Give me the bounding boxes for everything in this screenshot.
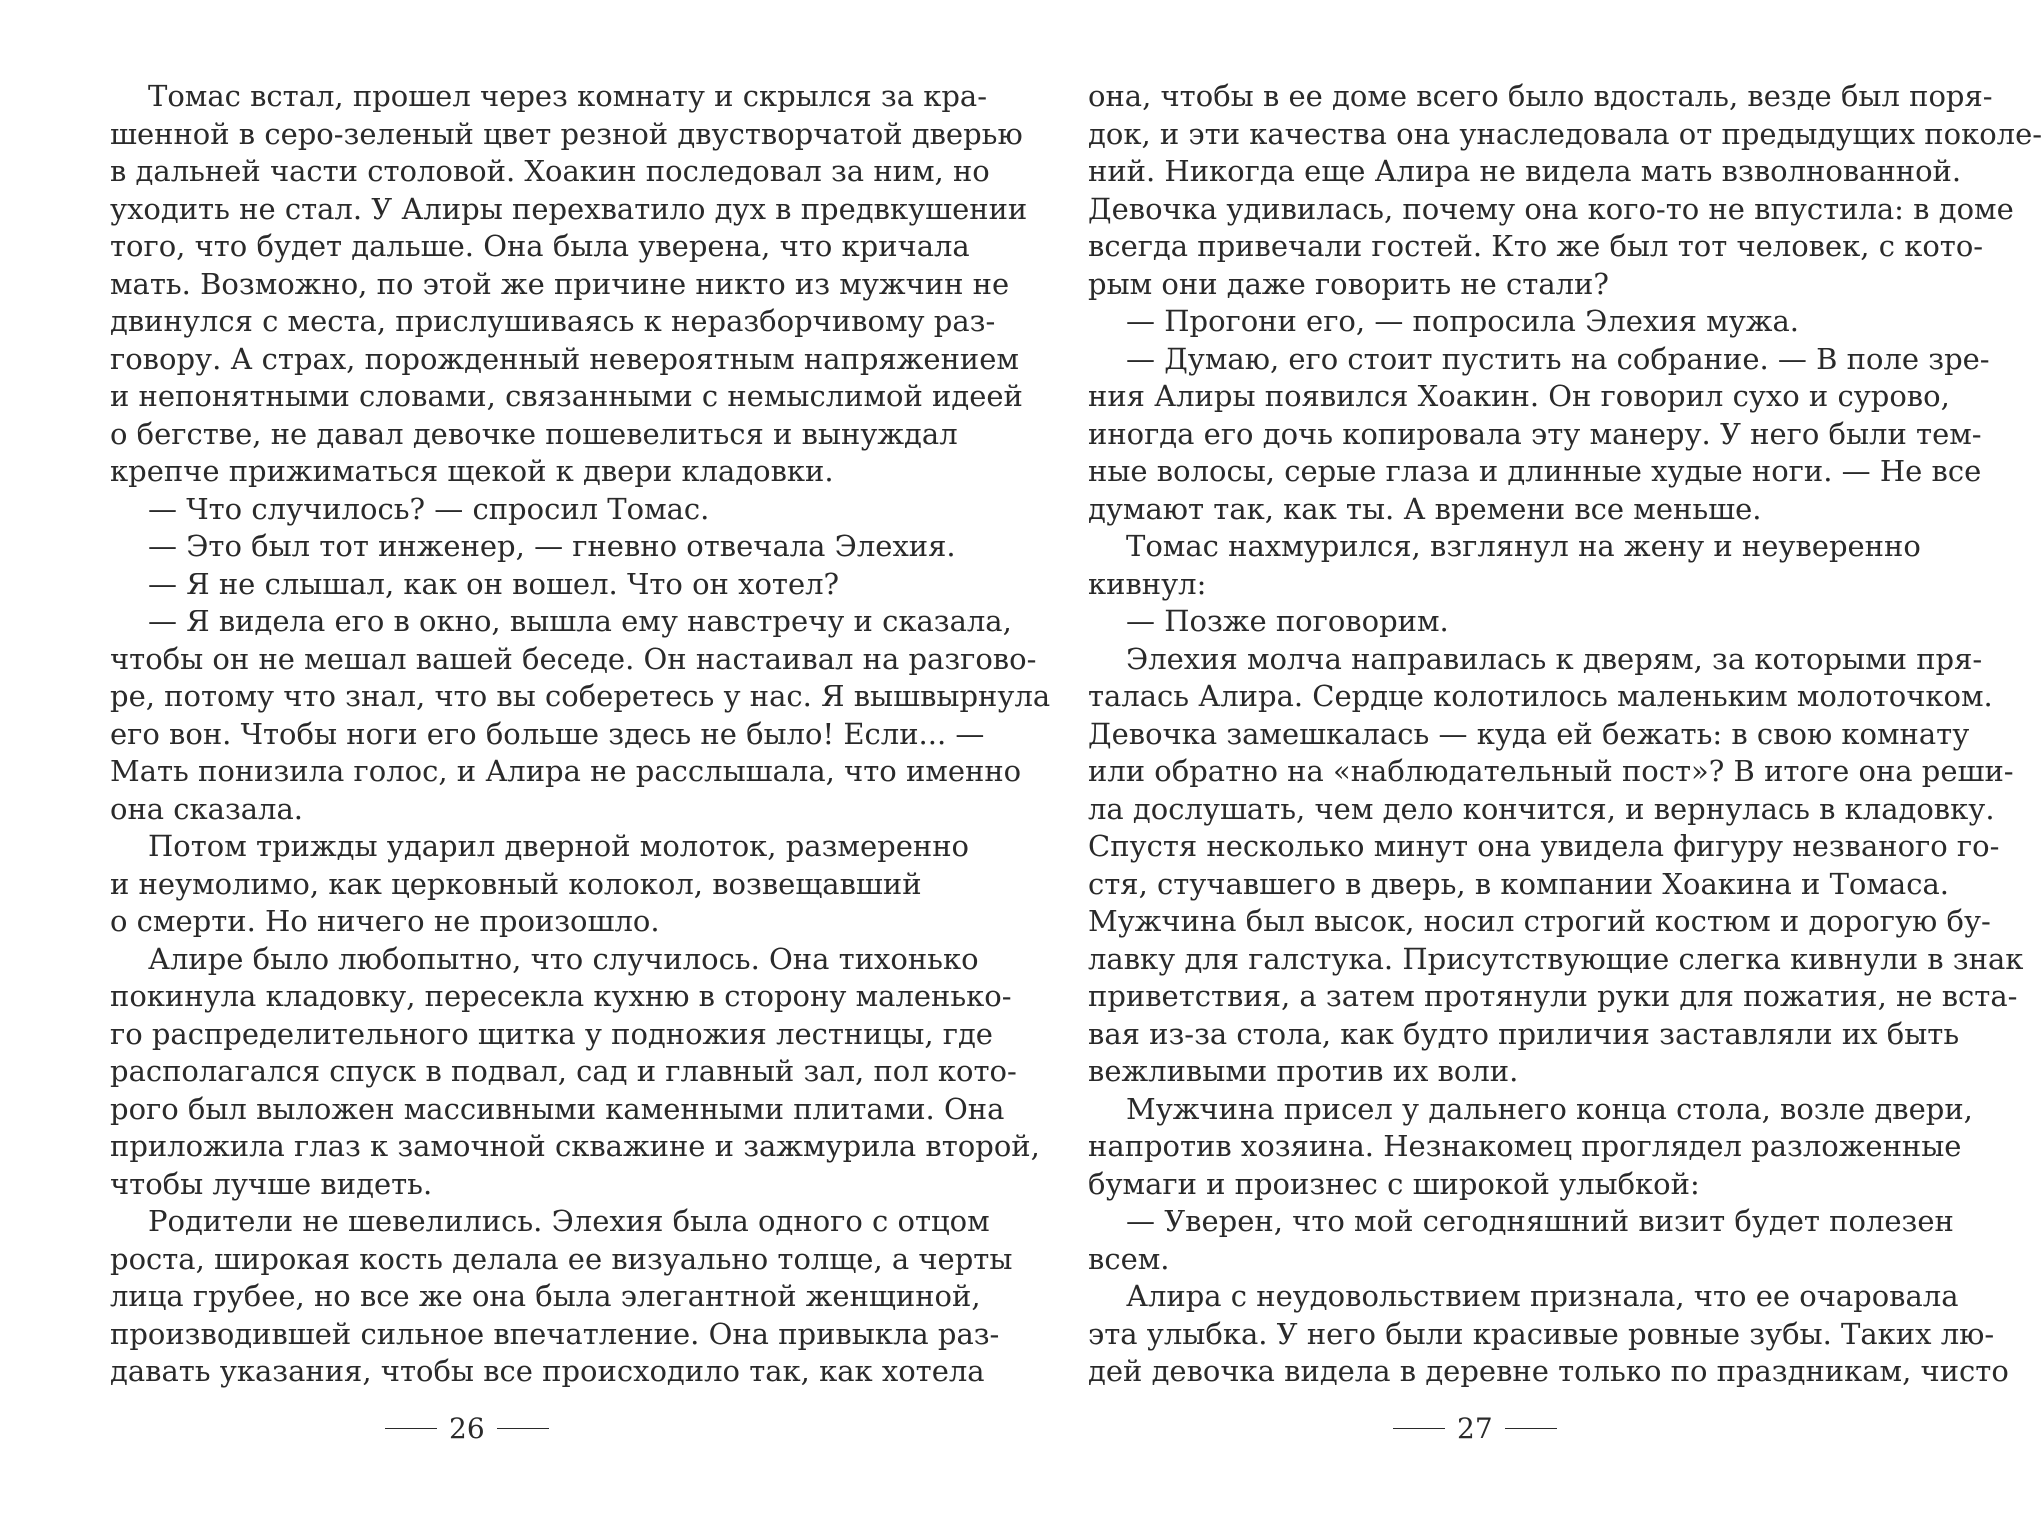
text-line: всем. bbox=[1088, 1241, 1170, 1276]
text-line: шенной в серо-зеленый цвет резной двустворчатой дверью bbox=[110, 116, 1023, 151]
text-line: в дальней части столовой. Хоакин последовал за ним, но bbox=[110, 154, 990, 188]
text-line: лавку для галстука. Присутствующие слегка кивнули в знак bbox=[1088, 941, 2024, 976]
text-line: эта улыбка. У него были красивые ровные зубы. Таких лю- bbox=[1088, 1316, 1995, 1351]
text-line: стя, стучавшего в дверь, в компании Хоакина и Томаса. bbox=[1088, 866, 1949, 901]
text-line: вая из-за стола, как будто приличия заставляли их быть bbox=[1088, 1016, 1960, 1051]
text-line: ний. Никогда еще Алира не видела мать взволнованной. bbox=[1088, 154, 1962, 188]
text-line: Алире было любопытно, что случилось. Она тихонько bbox=[148, 941, 979, 976]
text-line: уходить не стал. У Алиры перехватило дух в предвкушении bbox=[110, 191, 1028, 226]
text-line: давать указания, чтобы все происходило так, как хотела bbox=[110, 1354, 985, 1388]
text-line: — Я видела его в окно, вышла ему навстречу и сказала, bbox=[148, 604, 1012, 638]
page-number-text: 26 bbox=[449, 1411, 485, 1445]
left-page bbox=[110, 78, 1051, 1391]
folio-rule-left bbox=[1393, 1428, 1445, 1429]
text-line: его вон. Чтобы ноги его больше здесь не было! Если... — bbox=[110, 716, 985, 751]
text-line: док, и эти качества она унаследовала от предыдущих поколе- bbox=[1088, 116, 2042, 151]
text-line: Родители не шевелились. Элехия была одного с отцом bbox=[148, 1204, 990, 1238]
text-line: рого был выложен массивными каменными плитами. Она bbox=[110, 1091, 1005, 1126]
text-line: — Уверен, что мой сегодняшний визит будет полезен bbox=[1126, 1204, 1954, 1238]
text-line: — Прогони его, — попросила Элехия мужа. bbox=[1126, 304, 1799, 338]
text-line: о смерти. Но ничего не произошло. bbox=[110, 904, 660, 938]
page-number-text: 27 bbox=[1457, 1411, 1493, 1445]
text-line: Алира с неудовольствием признала, что ее очаровала bbox=[1126, 1279, 1959, 1313]
text-line: располагался спуск в подвал, сад и главный зал, пол кото- bbox=[110, 1054, 1017, 1088]
text-line: двинулся с места, прислушиваясь к неразборчивому раз- bbox=[110, 304, 996, 338]
text-line: крепче прижиматься щекой к двери кладовки. bbox=[110, 454, 834, 488]
text-line: вежливыми против их воли. bbox=[1088, 1054, 1519, 1088]
text-line: чтобы лучше видеть. bbox=[110, 1166, 433, 1201]
text-line: — Что случилось? — спросил Томас. bbox=[148, 491, 710, 526]
text-line: Томас нахмурился, взглянул на жену и неуверенно bbox=[1126, 529, 1921, 563]
text-line: рым они даже говорить не стали? bbox=[1088, 266, 1609, 301]
folio-rule-right bbox=[1505, 1428, 1557, 1429]
text-line: мать. Возможно, по этой же причине никто из мужчин не bbox=[110, 266, 1010, 301]
text-line: талась Алира. Сердце колотилось маленьким молоточком. bbox=[1088, 679, 1993, 713]
text-line: Элехия молча направилась к дверям, за которыми пря- bbox=[1126, 641, 1983, 676]
text-line: ния Алиры появился Хоакин. Он говорил сухо и сурово, bbox=[1088, 379, 1950, 413]
text-line: она, чтобы в ее доме всего было вдосталь, везде был поря- bbox=[1088, 79, 1993, 113]
text-line: производившей сильное впечатление. Она привыкла раз- bbox=[110, 1316, 1000, 1351]
text-line: кивнул: bbox=[1088, 566, 1207, 601]
text-line: и непонятными словами, связанными с немыслимой идеей bbox=[110, 379, 1023, 413]
text-line: ре, потому что знал, что вы соберетесь у нас. Я вышвырнула bbox=[110, 679, 1051, 713]
text-line: роста, широкая кость делала ее визуально толще, а черты bbox=[110, 1241, 1013, 1276]
text-line: или обратно на «наблюдательный пост»? В итоге она реши- bbox=[1088, 754, 2014, 788]
text-line: говору. А страх, порожденный невероятным напряжением bbox=[110, 341, 1019, 376]
right-page bbox=[1088, 78, 2042, 1391]
text-line: о бегстве, не давал девочке пошевелиться и вынуждал bbox=[110, 416, 958, 451]
text-line: Мужчина присел у дальнего конца стола, возле двери, bbox=[1126, 1091, 1973, 1126]
text-line: Томас встал, прошел через комнату и скрылся за кра- bbox=[148, 79, 988, 113]
text-line: Девочка замешкалась — куда ей бежать: в свою комнату bbox=[1088, 716, 1970, 751]
text-line: Мать понизила голос, и Алира не расслышала, что именно bbox=[110, 754, 1022, 788]
text-line: — Я не слышал, как он вошел. Что он хотел? bbox=[148, 566, 840, 601]
text-line: иногда его дочь копировала эту манеру. У него были тем- bbox=[1088, 416, 1982, 451]
text-line: ла дослушать, чем дело кончится, и вернулась в кладовку. bbox=[1088, 791, 1995, 826]
text-line: дей девочка видела в деревне только по праздникам, чисто bbox=[1088, 1354, 2009, 1388]
text-line: приветствия, а затем протянули руки для пожатия, не вста- bbox=[1088, 979, 2018, 1013]
text-line: Девочка удивилась, почему она кого-то не впустила: в доме bbox=[1088, 191, 2014, 226]
text-line: лица грубее, но все же она была элегантной женщиной, bbox=[110, 1279, 981, 1313]
text-line: Мужчина был высок, носил строгий костюм и дорогую бу- bbox=[1088, 904, 1991, 938]
text-line: Потом трижды ударил дверной молоток, размеренно bbox=[148, 829, 969, 863]
text-line: и неумолимо, как церковный колокол, возвещавший bbox=[110, 866, 922, 901]
text-line: чтобы он не мешал вашей беседе. Он настаивал на разгово- bbox=[110, 641, 1037, 676]
text-line: Спустя несколько минут она увидела фигуру незваного го- bbox=[1088, 829, 2000, 863]
text-line: — Это был тот инженер, — гневно отвечала Элехия. bbox=[148, 529, 956, 563]
folio-rule-left bbox=[385, 1428, 437, 1429]
text-line: ные волосы, серые глаза и длинные худые ноги. — Не все bbox=[1088, 454, 1982, 488]
text-line: — Думаю, его стоит пустить на собрание. — В поле зре- bbox=[1126, 341, 1990, 376]
text-line: — Позже поговорим. bbox=[1126, 604, 1449, 638]
text-line: бумаги и произнес с широкой улыбкой: bbox=[1088, 1166, 1700, 1201]
text-line: приложила глаз к замочной скважине и зажмурила второй, bbox=[110, 1129, 1040, 1163]
right-page-number bbox=[1393, 1408, 1557, 1448]
text-line: она сказала. bbox=[110, 791, 303, 826]
text-line: думают так, как ты. А времени все меньше. bbox=[1088, 491, 1762, 526]
text-line: всегда привечали гостей. Кто же был тот человек, с кото- bbox=[1088, 229, 1984, 263]
text-line: того, что будет дальше. Она была уверена, что кричала bbox=[110, 229, 970, 263]
folio-rule-right bbox=[497, 1428, 549, 1429]
text-line: го распределительного щитка у подножия лестницы, где bbox=[110, 1016, 993, 1051]
text-line: покинула кладовку, пересекла кухню в сторону маленько- bbox=[110, 979, 1012, 1013]
text-line: напротив хозяина. Незнакомец проглядел разложенные bbox=[1088, 1129, 1962, 1163]
left-page-number bbox=[385, 1408, 549, 1448]
